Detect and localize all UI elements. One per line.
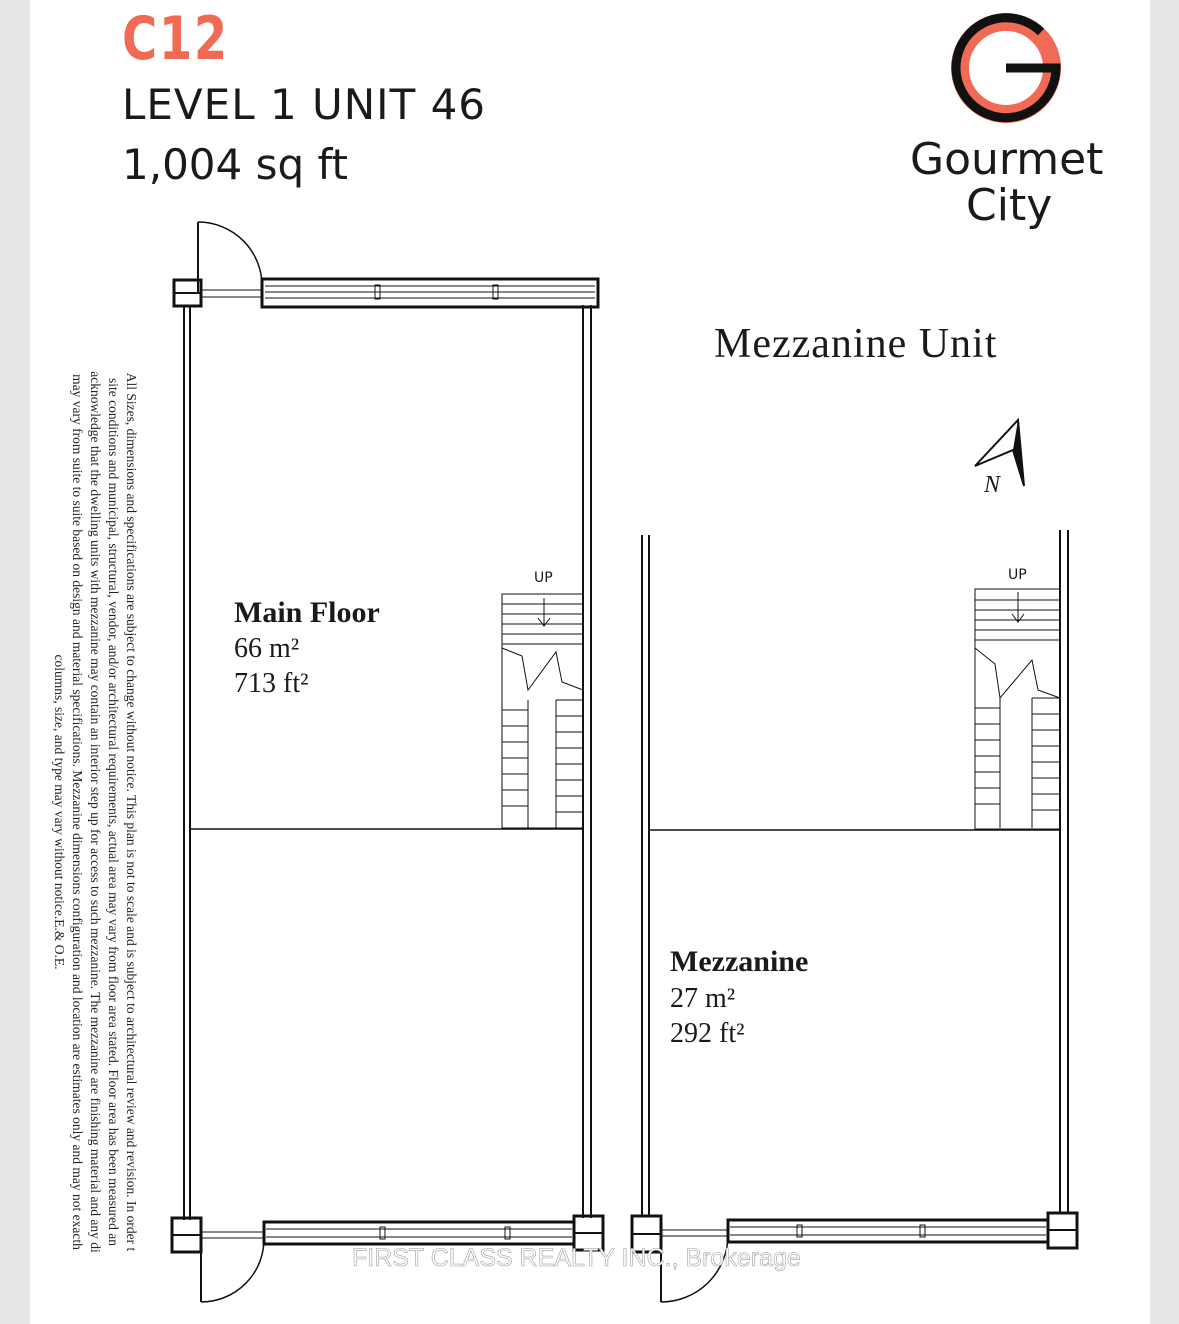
mezzanine-area-m: 27 m² <box>670 983 736 1014</box>
brand-name-line2: City <box>966 180 1053 231</box>
disclaimer-line: columns, size, and type may vary without notice.E.& O.E. <box>52 654 67 970</box>
brokerage-watermark: FIRST CLASS REALTY INC., Brokerage <box>352 1244 801 1272</box>
unit-area: 1,004 sq ft <box>122 140 348 189</box>
unit-title: LEVEL 1 UNIT 46 <box>122 80 487 129</box>
unit-code: C12 <box>122 4 229 74</box>
g-circle-logo-icon <box>956 18 1056 118</box>
disclaimer-line: All Sizes, dimensions and specifications are subject to change without notice. This plan is not to scale and is subject to architectural review and revision. In order t <box>124 372 139 1252</box>
disclaimer-line: acknowledge that the dwelling units with mezzanine may contain an interior step up for access to such mezzanine. The mezzanine are finishing material and any di <box>88 371 103 1253</box>
mezz-stair-up-label: UP <box>1008 567 1027 583</box>
main-floor-area-m: 66 m² <box>234 633 300 664</box>
main-stair-up-label: UP <box>534 570 553 586</box>
north-label: N <box>984 472 1001 498</box>
mezzanine-area-ft: 292 ft² <box>670 1018 745 1049</box>
plan-heading: Mezzanine Unit <box>714 321 998 367</box>
mezzanine-label: Mezzanine <box>670 945 809 978</box>
disclaimer-line: may vary from suite to suite based on design and material specifications. Mezzanine dimensions configuration and location are estimates only and may not exacth <box>70 374 85 1250</box>
disclaimer-line: site conditions and municipal, structural, vendor, and/or architectural requirements, actual area may vary from floor area stated. Floor area has been measured an <box>106 378 121 1246</box>
main-floor-label: Main Floor <box>234 596 380 629</box>
disclaimer-text <box>50 302 140 1322</box>
main-floor-area-ft: 713 ft² <box>234 668 309 699</box>
brand-name-line1: Gourmet <box>910 134 1104 185</box>
